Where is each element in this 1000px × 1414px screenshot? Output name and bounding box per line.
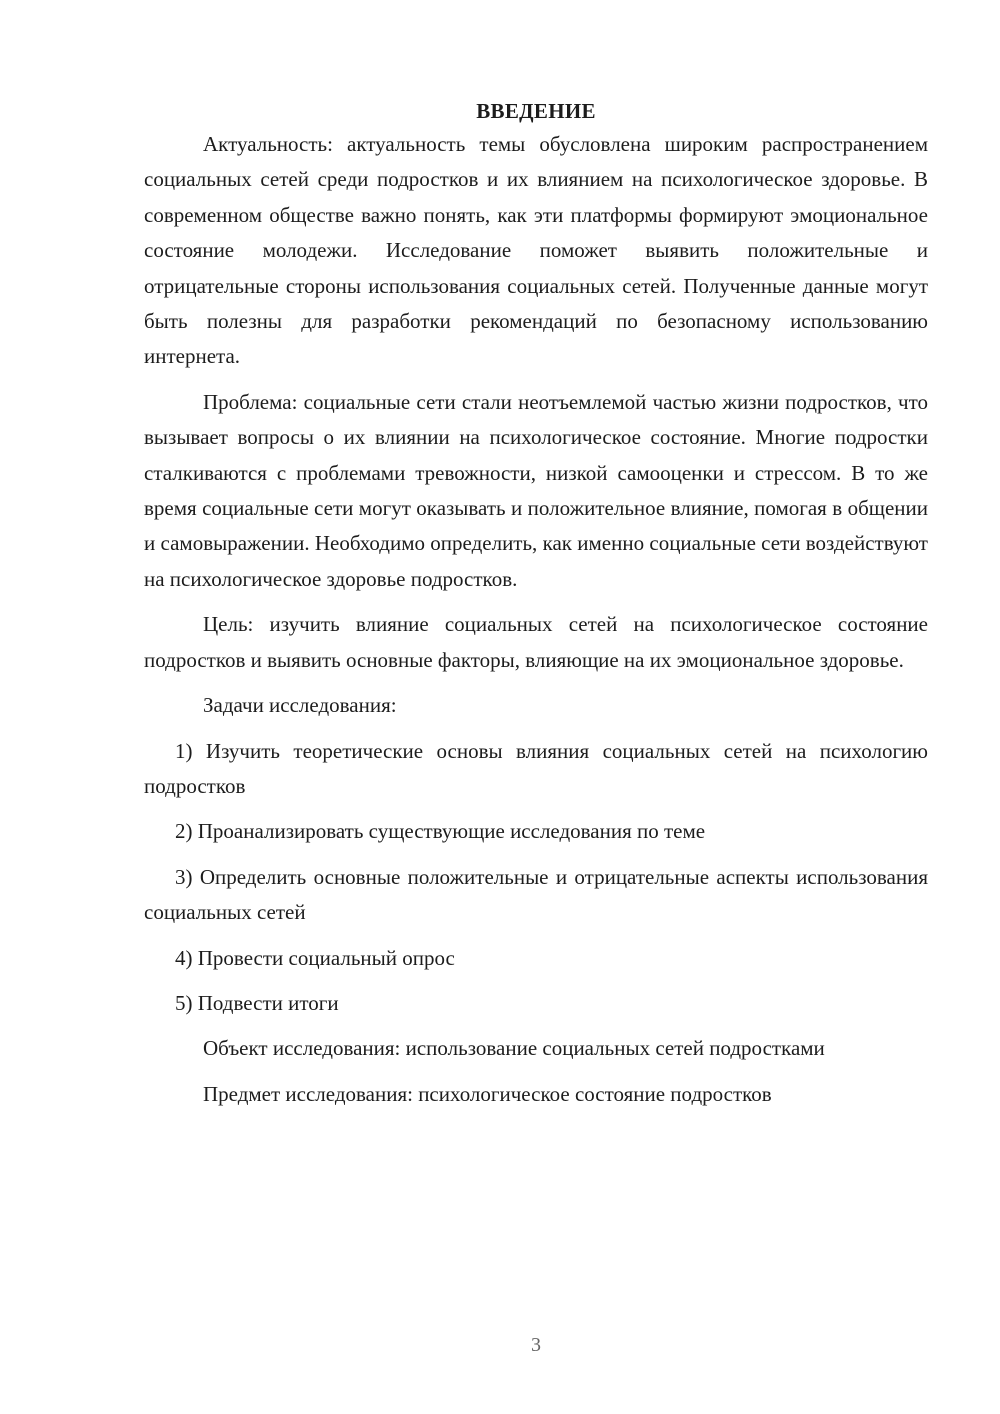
task-item-2: 2) Проанализировать существующие исследования по теме [175, 819, 706, 844]
task-item-4: 4) Провести социальный опрос [175, 945, 455, 970]
document-page [144, 96, 928, 1122]
goal-paragraph: Цель: изучить влияние социальных сетей на психологическое состояние подростков и выявить основные факторы, влияющие на их эмоциональное здоровье. [144, 612, 928, 672]
relevance-paragraph: Актуальность: актуальность темы обусловлена широким распространением социальных сетей среди подростков и их влиянием на психологическое здоровье. В современном обществе важно понять, как эти платформы формируют эмоциональное состояние молодежи. Исследование поможет выявить положительные и отрицательные стороны использования социальных сетей. Полученные данные могут быть полезны для разработки рекомендаций по безопасному использованию интернета. [144, 132, 928, 369]
task-item-1: 1) Изучить теоретические основы влияния социальных сетей на психологию подростков [144, 738, 928, 798]
problem-paragraph: Проблема: социальные сети стали неотъемлемой частью жизни подростков, что вызывает вопросы о их влиянии на психологическое состояние. Многие подростки сталкиваются с проблемами тревожности, низкой самооценки и стрессом. В то же время социальные сети могут оказывать и положительное влияние, помогая в общении и самовыражении. Необходимо определить, как именно социальные сети воздействуют на психологическое здоровье подростков. [144, 389, 928, 591]
task-item-5: 5) Подвести итоги [175, 990, 339, 1015]
task-item-3: 3) Определить основные положительные и отрицательные аспекты использования социальных сетей [144, 864, 928, 925]
page-number: 3 [531, 1334, 541, 1356]
page-title: ВВЕДЕНИЕ [476, 99, 596, 123]
subject-paragraph: Предмет исследования: психологическое состояние подростков [203, 1081, 772, 1106]
tasks-heading: Задачи исследования: [203, 693, 397, 718]
object-paragraph: Объект исследования: использование социальных сетей подростками [203, 1036, 825, 1061]
